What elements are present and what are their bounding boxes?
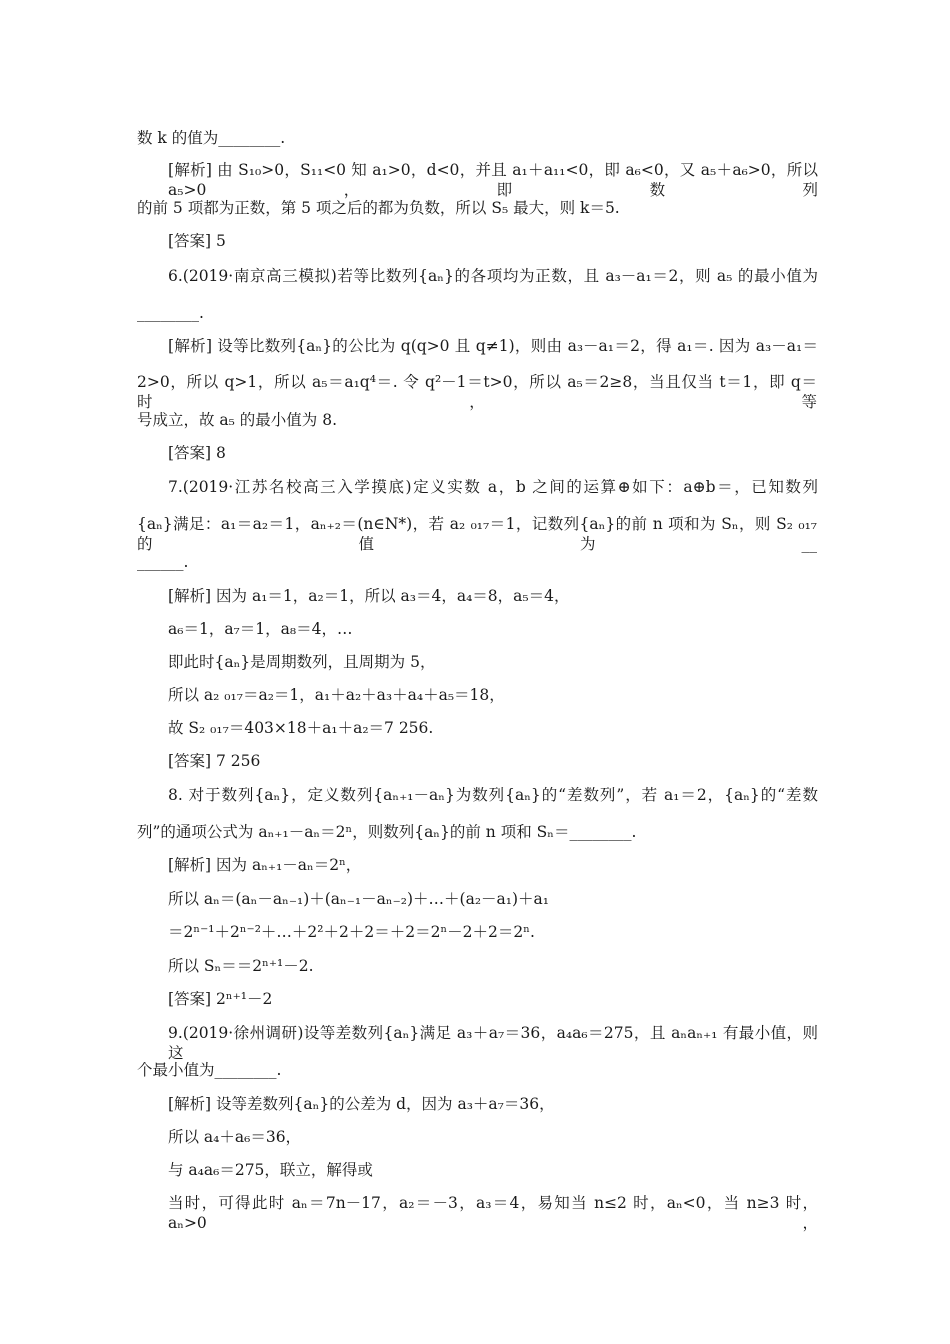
text-line: 号成立，故 a₅ 的最小值为 8. [137,411,338,429]
text-line: 即此时{aₙ}是周期数列，且周期为 5， [168,653,436,671]
text-line: 故 S₂ ₀₁₇＝403×18＋a₁＋a₂＝7 256. [168,719,434,737]
text-line: [答案] 8 [168,444,226,462]
text-line: [解析] 由 S₁₀>0，S₁₁<0 知 a₁>0，d<0，并且 a₁＋a₁₁<0，即 a₆<0，又 a₅＋a₆>0，所以 a₅>0，即数列 [168,161,818,199]
text-line: 当时，可得此时 aₙ＝7n－17，a₂＝－3，a₃＝4，易知当 n≤2 时，aₙ<0，当 n≥3 时，aₙ>0， [168,1194,818,1232]
text-line: 2>0，所以 q>1，所以 a₅＝a₁q⁴＝. 令 q²－1＝t>0，所以 a₅＝2≥8，当且仅当 t＝1，即 q＝时，等 [137,373,817,411]
text-line: [解析] 设等差数列{aₙ}的公差为 d，因为 a₃＋a₇＝36， [168,1095,555,1113]
text-line: ________. [137,304,204,322]
text-line: 所以 a₂ ₀₁₇＝a₂＝1，a₁＋a₂＋a₃＋a₄＋a₅＝18， [168,686,505,704]
text-line: {aₙ}满足：a₁＝a₂＝1，aₙ₊₂＝(n∈N*)，若 a₂ ₀₁₇＝1，记数列{aₙ}的前 n 项和为 Sₙ，则 S₂ ₀₁₇ 的值为__ [137,515,817,553]
text-line: 列”的通项公式为 aₙ₊₁－aₙ＝2ⁿ，则数列{aₙ}的前 n 项和 Sₙ＝________. [137,823,637,841]
text-line: ＝2ⁿ⁻¹＋2ⁿ⁻²＋…＋2²＋2＋2＝＋2＝2ⁿ－2＋2＝2ⁿ. [168,923,535,941]
text-line: [解析] 设等比数列{aₙ}的公比为 q(q>0 且 q≠1)，则由 a₃－a₁＝2，得 a₁＝. 因为 a₃－a₁＝ [168,337,818,355]
text-line: [解析] 因为 aₙ₊₁－aₙ＝2ⁿ， [168,856,362,874]
text-line: a₆＝1，a₇＝1，a₈＝4，… [168,620,353,638]
text-line: 所以 a₄＋a₆＝36， [168,1128,302,1146]
text-line: 所以 aₙ＝(aₙ－aₙ₋₁)＋(aₙ₋₁－aₙ₋₂)＋…＋(a₂－a₁)＋a₁ [168,890,549,908]
text-line: [解析] 因为 a₁＝1，a₂＝1，所以 a₃＝4，a₄＝8，a₅＝4， [168,587,570,605]
text-line: 数 k 的值为________. [137,129,286,147]
text-line: [答案] 7 256 [168,752,261,770]
text-line: 7.(2019·江苏名校高三入学摸底)定义实数 a，b 之间的运算⊕如下：a⊕b＝，已知数列 [168,478,818,496]
text-line: 所以 Sₙ＝＝2ⁿ⁺¹－2. [168,957,314,975]
text-line: 9.(2019·徐州调研)设等差数列{aₙ}满足 a₃＋a₇＝36，a₄a₆＝275，且 aₙaₙ₊₁ 有最小值，则这 [168,1024,818,1062]
text-line: 个最小值为________. [137,1061,282,1079]
text-line: 的前 5 项都为正数，第 5 项之后的都为负数，所以 S₅ 最大，则 k＝5. [137,199,620,217]
text-line: 6.(2019·南京高三模拟)若等比数列{aₙ}的各项均为正数，且 a₃－a₁＝2，则 a₅ 的最小值为 [168,267,818,285]
text-line: 8. 对于数列{aₙ}，定义数列{aₙ₊₁－aₙ}为数列{aₙ}的“差数列”，若 a₁＝2，{aₙ}的“差数 [168,786,818,804]
text-line: [答案] 5 [168,232,226,250]
text-line: ______. [137,553,189,571]
text-line: [答案] 2ⁿ⁺¹－2 [168,990,273,1008]
text-line: 与 a₄a₆＝275，联立，解得或 [168,1161,373,1179]
